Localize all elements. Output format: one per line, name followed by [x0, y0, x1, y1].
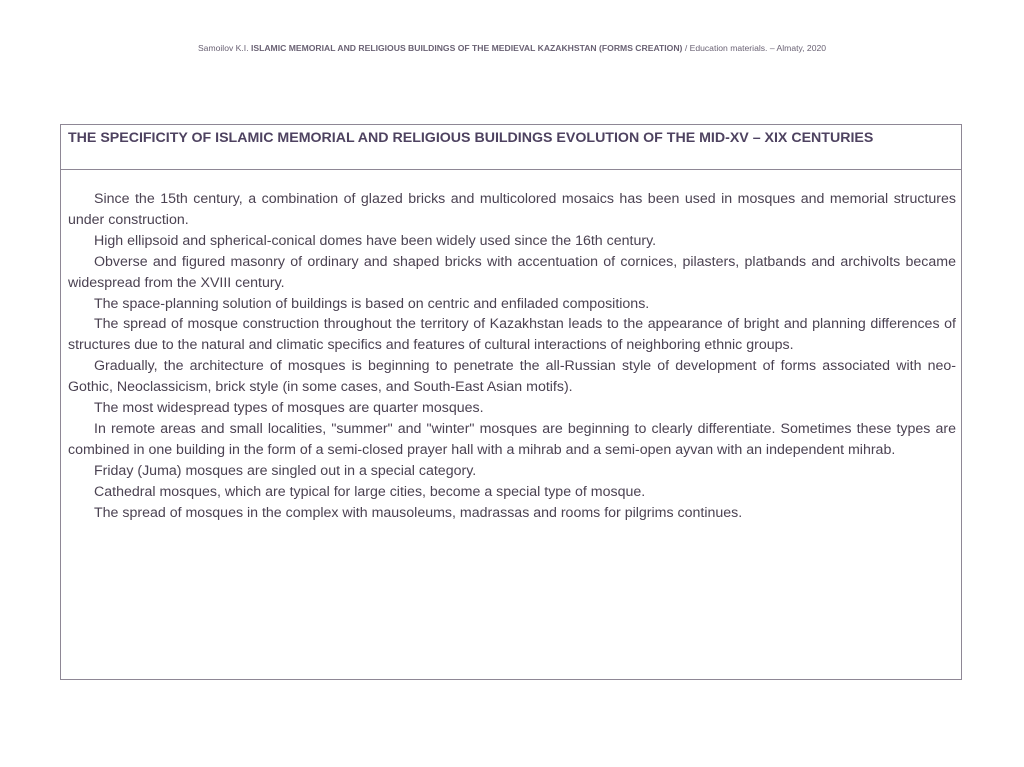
paragraph: The most widespread types of mosques are quarter mosques.	[94, 400, 484, 417]
table-body	[61, 170, 961, 524]
paragraph: High ellipsoid and spherical-conical domes have been widely used since the 16th century.	[94, 232, 657, 249]
document-header	[0, 43, 1024, 53]
header-suffix: / Education materials. – Almaty, 2020	[684, 43, 827, 53]
paragraph: Since the 15th century, a combination of glazed bricks and multicolored mosaics has been used in mosques and memorial structures under construction.	[68, 191, 956, 228]
paragraph: Obverse and figured masonry of ordinary and shaped bricks with accentuation of cornices, pilasters, platbands and archivolts became widespread from the XVIII century.	[68, 253, 956, 291]
paragraph: The spread of mosque construction throughout the territory of Kazakhstan leads to the appearance of bright and planning differences of structures due to the natural and climatic specifics and features of cultural interactions of neighboring ethnic groups.	[68, 316, 956, 354]
header-title: ISLAMIC MEMORIAL AND RELIGIOUS BUILDINGS OF THE MEDIEVAL KAZAKHSTAN (FORMS CREATION)	[250, 43, 683, 53]
paragraph: Friday (Juma) mosques are singled out in a special category.	[94, 462, 477, 479]
table-title: THE SPECIFICITY OF ISLAMIC MEMORIAL AND RELIGIOUS BUILDINGS EVOLUTION OF THE MID-XV – XIX CENTURIES	[61, 125, 961, 170]
content-table	[60, 124, 962, 680]
paragraph: Gradually, the architecture of mosques is beginning to penetrate the all-Russian style of development of forms associated with neo-Gothic, Neoclassicism, brick style (in some cases, and South-East Asian motifs).	[68, 358, 956, 396]
header-author: Samoilov K.I.	[197, 43, 249, 53]
paragraph: Cathedral mosques, which are typical for large cities, become a special type of mosque.	[94, 483, 646, 500]
paragraph: In remote areas and small localities, "summer" and "winter" mosques are beginning to clearly differentiate. Sometimes these types are combined in one building in the form of a semi-closed prayer hall with a mihrab and a semi-open ayvan with an independent mihrab.	[68, 420, 956, 458]
paragraph: The space-planning solution of buildings is based on centric and enfiladed compositions.	[94, 295, 650, 312]
paragraph: The spread of mosques in the complex with mausoleums, madrassas and rooms for pilgrims continues.	[94, 504, 743, 521]
